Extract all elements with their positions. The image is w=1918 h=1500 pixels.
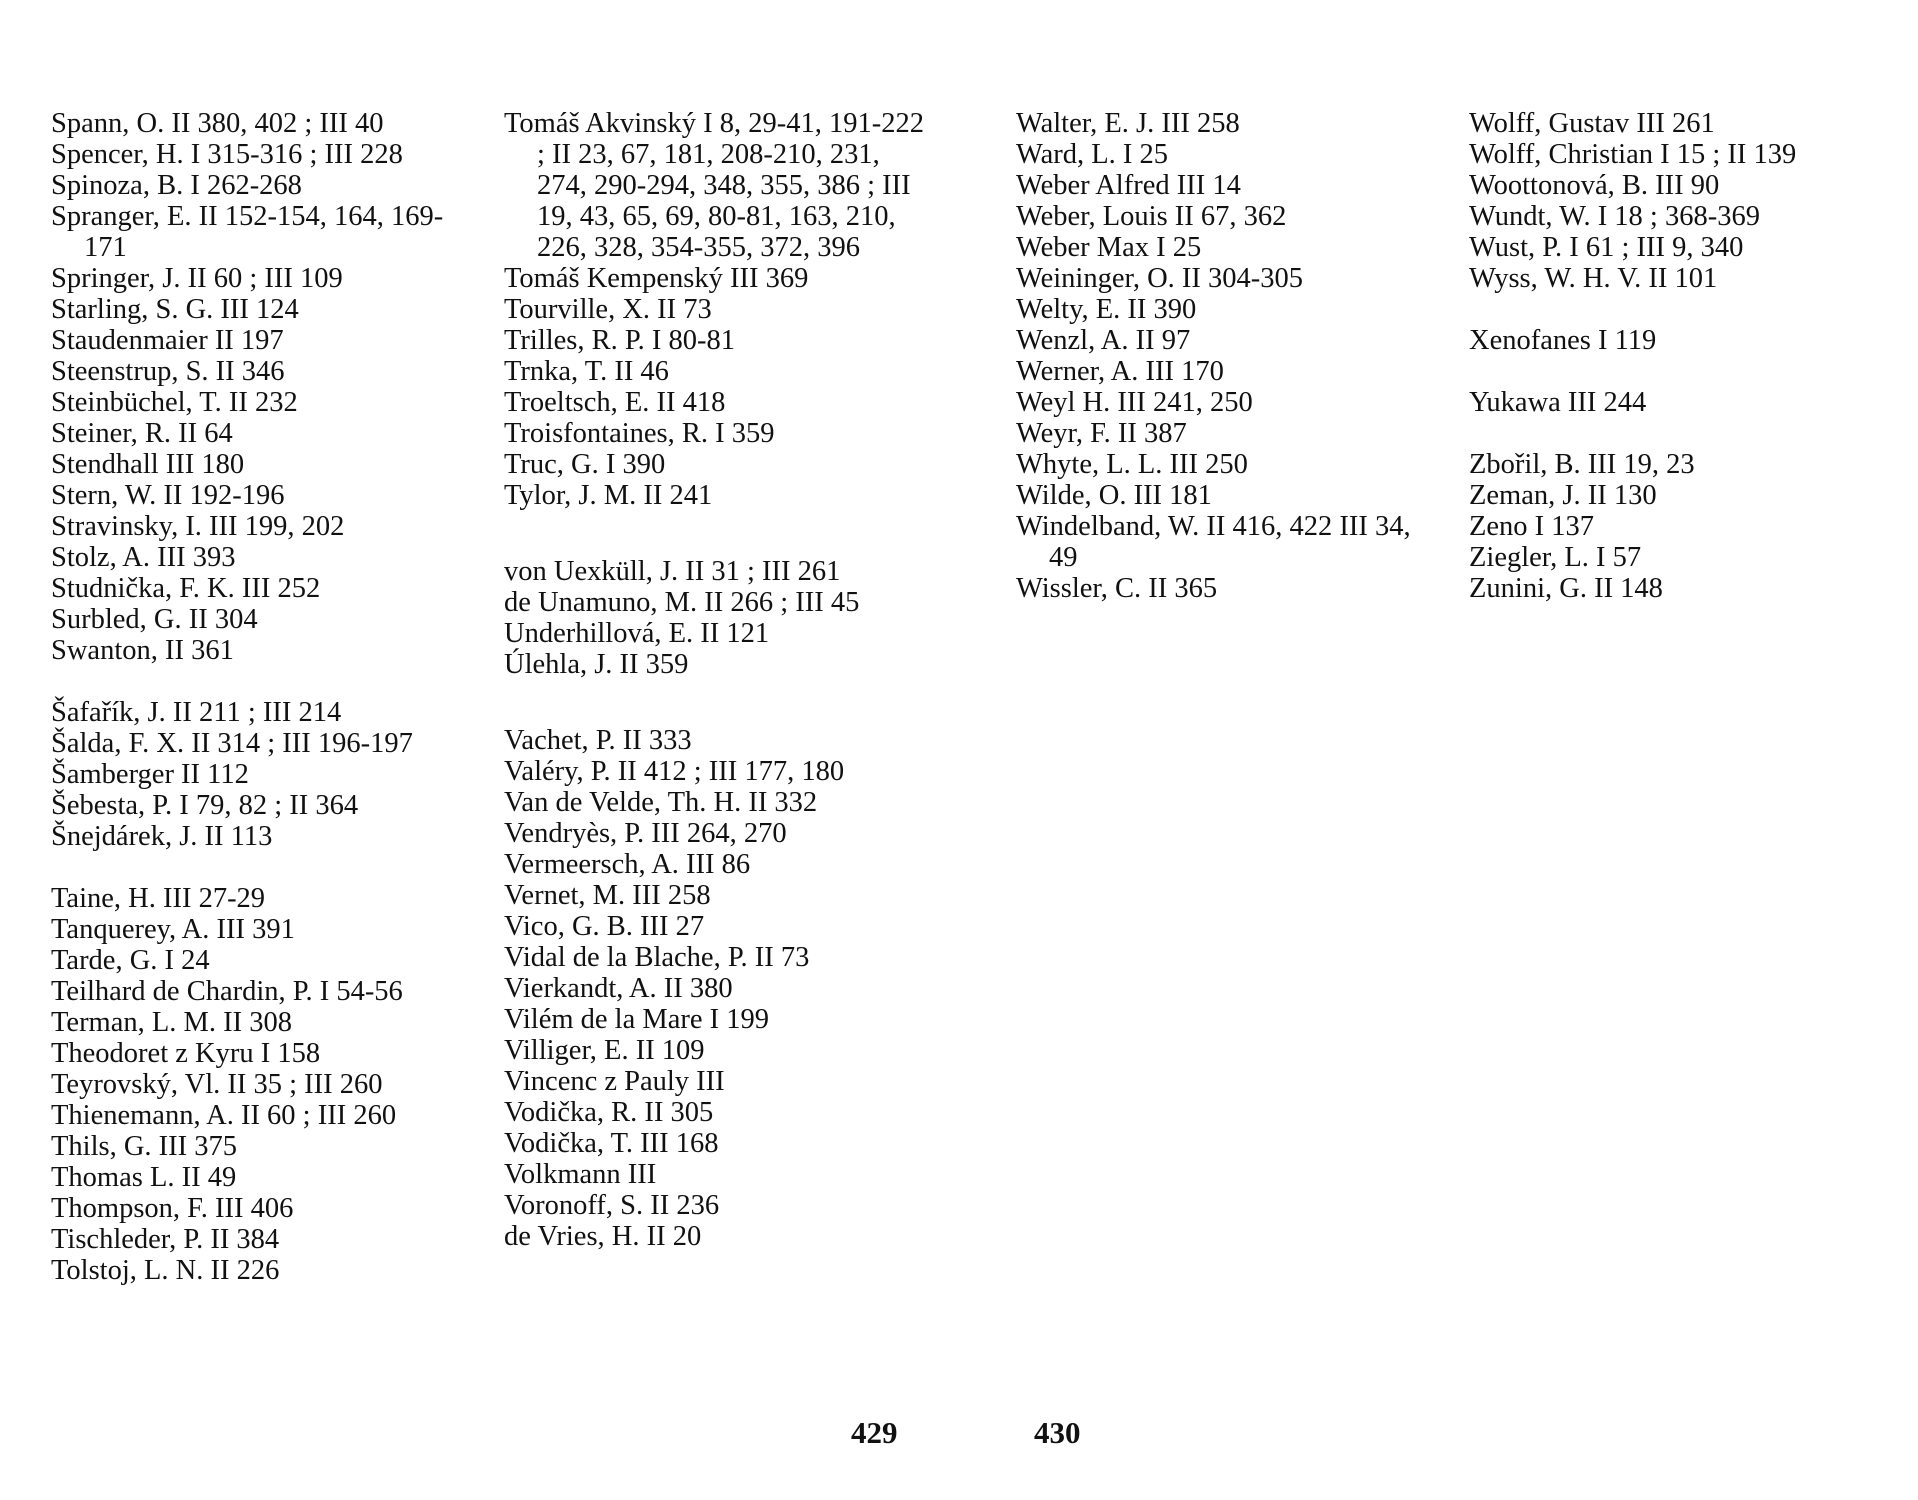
index-column-2 <box>504 108 934 1252</box>
index-entry: Truc, G. I 390 <box>504 449 666 480</box>
index-entry: Taine, H. III 27-29 <box>51 883 266 914</box>
index-entry: Šalda, F. X. II 314 ; III 196-197 <box>51 728 413 759</box>
index-entry: Van de Velde, Th. H. II 332 <box>504 787 818 818</box>
index-entry: Vermeersch, A. III 86 <box>504 849 751 880</box>
index-entry: Thienemann, A. II 60 ; III 260 <box>51 1100 397 1131</box>
index-entry: Spinoza, B. I 262-268 <box>51 170 302 201</box>
index-entry: Weber Max I 25 <box>1016 232 1202 263</box>
index-entry: Zeno I 137 <box>1469 511 1595 542</box>
index-entry: Stravinsky, I. III 199, 202 <box>51 511 345 542</box>
index-entry: Spencer, H. I 315-316 ; III 228 <box>51 139 403 170</box>
index-entry: Xenofanes I 119 <box>1469 325 1657 356</box>
index-entry: Walter, E. J. III 258 <box>1016 108 1240 139</box>
index-entry: Studnička, F. K. III 252 <box>51 573 321 604</box>
index-entry: Valéry, P. II 412 ; III 177, 180 <box>504 756 845 787</box>
index-entry: Vachet, P. II 333 <box>504 725 692 756</box>
index-entry: Starling, S. G. III 124 <box>51 294 299 325</box>
index-entry: Tischleder, P. II 384 <box>51 1224 280 1255</box>
page-number-right: 430 <box>1034 1415 1081 1450</box>
index-entry: Wolff, Christian I 15 ; II 139 <box>1469 139 1797 170</box>
page-number-left: 429 <box>851 1415 898 1450</box>
index-entry: Vodička, T. III 168 <box>504 1128 719 1159</box>
index-entry: Tylor, J. M. II 241 <box>504 480 713 511</box>
index-entry: Springer, J. II 60 ; III 109 <box>51 263 343 294</box>
index-entry: Vincenc z Pauly III <box>504 1066 725 1097</box>
index-entry: Voronoff, S. II 236 <box>504 1190 720 1221</box>
index-entry: de Unamuno, M. II 266 ; III 45 <box>504 587 860 618</box>
index-entry: Yukawa III 244 <box>1469 387 1647 418</box>
index-entry: Šafařík, J. II 211 ; III 214 <box>51 697 342 728</box>
index-entry: de Vries, H. II 20 <box>504 1221 702 1252</box>
index-entry: Whyte, L. L. III 250 <box>1016 449 1248 480</box>
index-entry: Zeman, J. II 130 <box>1469 480 1657 511</box>
index-entry: Teilhard de Chardin, P. I 54-56 <box>51 976 403 1007</box>
index-entry: Steinbüchel, T. II 232 <box>51 387 298 418</box>
index-entry: Tomáš Akvinský I 8, 29-41, 191-222 ; II 23, 67, 181, 208-210, 231, 274, 290-294, 348, 355, 386 ; III 19, 43, 65, 69, 80-81, 163, 210, 226, 328, 354-355, 372, 396 <box>504 108 924 263</box>
index-entry: Theodoret z Kyru I 158 <box>51 1038 321 1069</box>
index-entry: Vierkandt, A. II 380 <box>504 973 733 1004</box>
index-entry: Werner, A. III 170 <box>1016 356 1224 387</box>
index-entry: Wolff, Gustav III 261 <box>1469 108 1715 139</box>
index-entry: Tanquerey, A. III 391 <box>51 914 295 945</box>
index-entry: Wundt, W. I 18 ; 368-369 <box>1469 201 1760 232</box>
index-entry: Thomas L. II 49 <box>51 1162 237 1193</box>
index-entry: Wilde, O. III 181 <box>1016 480 1212 511</box>
index-entry: Thils, G. III 375 <box>51 1131 238 1162</box>
index-column-1 <box>51 108 471 1286</box>
index-entry: Tolstoj, L. N. II 226 <box>51 1255 280 1286</box>
index-entry: Wyss, W. H. V. II 101 <box>1469 263 1718 294</box>
index-entry: Zbořil, B. III 19, 23 <box>1469 449 1695 480</box>
index-entry: Stolz, A. III 393 <box>51 542 236 573</box>
index-entry: Swanton, II 361 <box>51 635 234 666</box>
index-entry: Villiger, E. II 109 <box>504 1035 705 1066</box>
index-entry: Surbled, G. II 304 <box>51 604 258 635</box>
index-entry: Wust, P. I 61 ; III 9, 340 <box>1469 232 1744 263</box>
index-entry: Weininger, O. II 304-305 <box>1016 263 1304 294</box>
index-column-3 <box>1016 108 1446 604</box>
index-entry: Úlehla, J. II 359 <box>504 649 689 680</box>
index-entry: Steiner, R. II 64 <box>51 418 233 449</box>
index-entry: Stendhall III 180 <box>51 449 245 480</box>
index-entry: Šamberger II 112 <box>51 759 249 790</box>
index-entry: Ziegler, L. I 57 <box>1469 542 1642 573</box>
index-column-4 <box>1469 108 1899 604</box>
index-entry: Weber, Louis II 67, 362 <box>1016 201 1287 232</box>
index-entry: Trilles, R. P. I 80-81 <box>504 325 735 356</box>
index-entry: Weyr, F. II 387 <box>1016 418 1187 449</box>
index-entry: Staudenmaier II 197 <box>51 325 284 356</box>
index-entry: Tarde, G. I 24 <box>51 945 210 976</box>
index-entry: Vilém de la Mare I 199 <box>504 1004 769 1035</box>
index-entry: Windelband, W. II 416, 422 III 34, 49 <box>1016 511 1411 573</box>
index-entry: Weyl H. III 241, 250 <box>1016 387 1253 418</box>
index-entry: Šnejdárek, J. II 113 <box>51 821 273 852</box>
index-entry: Tourville, X. II 73 <box>504 294 712 325</box>
index-entry: Trnka, T. II 46 <box>504 356 669 387</box>
index-entry: Terman, L. M. II 308 <box>51 1007 292 1038</box>
index-entry: Spann, O. II 380, 402 ; III 40 <box>51 108 384 139</box>
index-entry: Troisfontaines, R. I 359 <box>504 418 775 449</box>
index-entry: Volkmann III <box>504 1159 657 1190</box>
index-entry: Stern, W. II 192-196 <box>51 480 285 511</box>
index-entry: Troeltsch, E. II 418 <box>504 387 726 418</box>
index-entry: von Uexküll, J. II 31 ; III 261 <box>504 556 841 587</box>
index-entry: Vidal de la Blache, P. II 73 <box>504 942 810 973</box>
index-entry: Steenstrup, S. II 346 <box>51 356 285 387</box>
index-entry: Teyrovský, Vl. II 35 ; III 260 <box>51 1069 383 1100</box>
index-entry: Underhillová, E. II 121 <box>504 618 770 649</box>
index-entry: Spranger, E. II 152-154, 164, 169-171 <box>51 201 444 263</box>
index-entry: Zunini, G. II 148 <box>1469 573 1663 604</box>
index-entry: Vodička, R. II 305 <box>504 1097 714 1128</box>
index-entry: Tomáš Kempenský III 369 <box>504 263 809 294</box>
index-entry: Vico, G. B. III 27 <box>504 911 705 942</box>
index-entry: Vernet, M. III 258 <box>504 880 711 911</box>
index-entry: Vendryès, P. III 264, 270 <box>504 818 787 849</box>
index-entry: Wissler, C. II 365 <box>1016 573 1218 604</box>
index-entry: Welty, E. II 390 <box>1016 294 1197 325</box>
index-entry: Wenzl, A. II 97 <box>1016 325 1191 356</box>
index-entry: Ward, L. I 25 <box>1016 139 1169 170</box>
index-entry: Woottonová, B. III 90 <box>1469 170 1720 201</box>
index-entry: Thompson, F. III 406 <box>51 1193 294 1224</box>
index-entry: Weber Alfred III 14 <box>1016 170 1241 201</box>
index-entry: Šebesta, P. I 79, 82 ; II 364 <box>51 790 359 821</box>
